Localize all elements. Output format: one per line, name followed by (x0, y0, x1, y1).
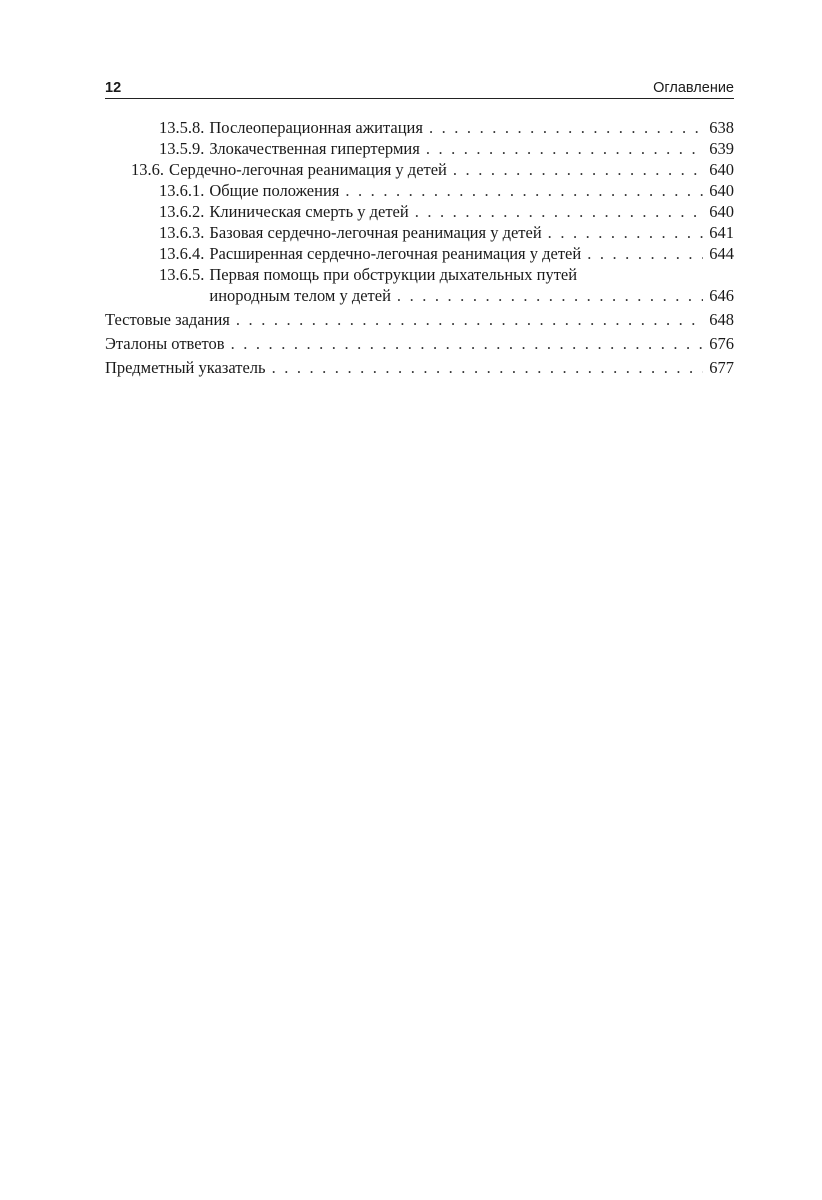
toc-entry-title: Предметный указатель (105, 358, 266, 377)
dot-leader (548, 222, 704, 243)
page-number: 12 (105, 80, 122, 96)
section-title: Оглавление (653, 80, 734, 96)
toc-entry-page: 646 (709, 286, 734, 305)
toc-entry-answer-key[interactable] (105, 333, 734, 354)
toc-entry-test-tasks[interactable] (105, 309, 734, 330)
toc-entry-page: 644 (709, 244, 734, 263)
toc-entry-13-6-4[interactable] (105, 243, 734, 264)
toc-entry-page: 640 (709, 181, 734, 200)
toc-entry-13-6-3[interactable] (105, 222, 734, 243)
toc-entry-title: Клиническая смерть у детей (209, 202, 409, 221)
toc-entry-title: Злокачественная гипертермия (209, 139, 420, 158)
toc-entry-13-6-1[interactable] (105, 180, 734, 201)
dot-leader (345, 180, 703, 201)
toc-entry-page: 640 (709, 160, 734, 179)
toc-entry-page: 641 (709, 223, 734, 242)
toc-entry-number: 13.6.3. (159, 223, 205, 242)
dot-leader (429, 117, 703, 138)
toc-entry-page: 676 (709, 334, 734, 353)
toc-entry-page: 639 (709, 139, 734, 158)
dot-leader (415, 201, 704, 222)
toc-entry-number: 13.6. (131, 160, 164, 179)
toc-entry-title: Послеоперационная ажитация (209, 118, 423, 137)
toc-entry-number: 13.5.9. (159, 139, 205, 158)
table-of-contents (105, 117, 734, 378)
dot-leader (426, 138, 703, 159)
running-header (105, 74, 734, 99)
toc-entry-title: Расширенная сердечно-легочная реанимация у детей (209, 244, 582, 263)
dot-leader (453, 159, 703, 180)
toc-entry-title: Эталоны ответов (105, 334, 225, 353)
toc-entry-13-5-9[interactable] (105, 138, 734, 159)
toc-entry-number: 13.5.8. (159, 118, 205, 137)
dot-leader (587, 243, 703, 264)
dot-leader (272, 357, 704, 378)
toc-entry-page: 648 (709, 310, 734, 329)
toc-entry-number: 13.6.4. (159, 244, 205, 263)
toc-entry-title: Сердечно-легочная реанимация у детей (169, 160, 447, 179)
toc-entry-number: 13.6.1. (159, 181, 205, 200)
toc-entry-title-line2: инородным телом у детей (209, 286, 391, 305)
toc-entry-13-5-8[interactable] (105, 117, 734, 138)
toc-entry-title: Тестовые задания (105, 310, 230, 329)
toc-entry-page: 638 (709, 118, 734, 137)
toc-entry-13-6-5[interactable] (105, 264, 734, 306)
toc-entry-number: 13.6.5. (159, 265, 205, 284)
toc-entry-13-6-2[interactable] (105, 201, 734, 222)
toc-entry-title-line1: Первая помощь при обструкции дыхательных путей (209, 265, 578, 284)
toc-entry-13-6[interactable] (105, 159, 734, 180)
dot-leader (231, 333, 704, 354)
toc-entry-subject-index[interactable] (105, 357, 734, 378)
document-page (105, 74, 734, 378)
dot-leader (236, 309, 703, 330)
toc-entry-page: 640 (709, 202, 734, 221)
toc-entry-title: Общие положения (209, 181, 340, 200)
toc-entry-title: Базовая сердечно-легочная реанимация у детей (209, 223, 542, 242)
toc-entry-page: 677 (709, 358, 734, 377)
dot-leader (397, 285, 703, 306)
toc-entry-number: 13.6.2. (159, 202, 205, 221)
